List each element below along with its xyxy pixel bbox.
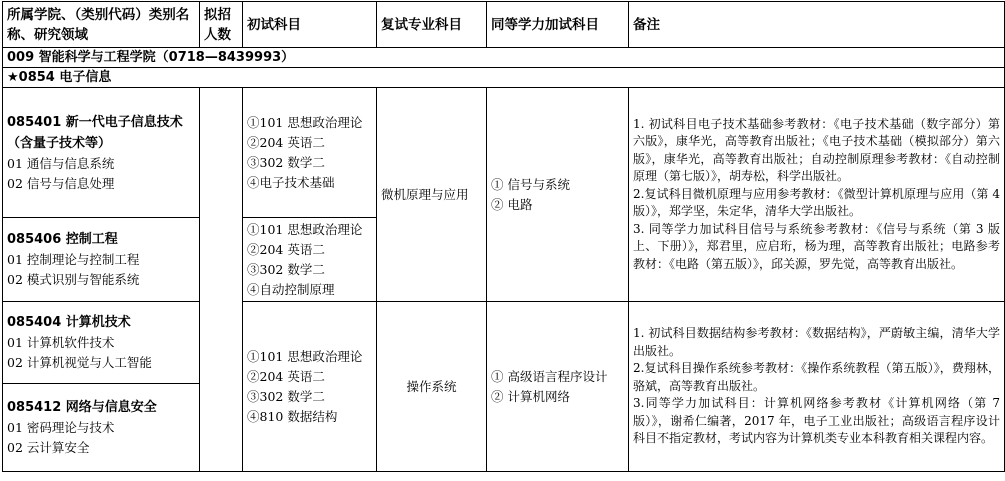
equiv-item: ① 高级语言程序设计 — [491, 368, 608, 384]
subject-item: ④电子技术基础 — [247, 174, 335, 190]
note-item: 2.复试科目微机原理与应用参考教材：《微型计算机原理与应用（第 4 版）》，郑学坚，朱定华，清华大学出版社。 — [633, 186, 1000, 219]
equiv-item: ② 电路 — [491, 196, 533, 212]
college-title: 009 智能科学与工程学院（0718—8439993） — [3, 48, 1005, 68]
field-direction: 01 通信与信息系统 — [7, 155, 115, 171]
field-direction: 02 信号与信息处理 — [7, 175, 115, 191]
field-cell — [3, 384, 200, 472]
subject-item: ①101 思想政治理论 — [247, 348, 363, 364]
equiv-cell — [487, 302, 629, 472]
subject-item: ④810 数据结构 — [247, 408, 338, 424]
admissions-table — [2, 1, 1005, 472]
subject-item: ②204 英语二 — [247, 134, 325, 150]
subject-item: ②204 英语二 — [247, 368, 325, 384]
initial-subjects-cell — [243, 302, 377, 472]
equiv-item: ② 计算机网络 — [491, 388, 570, 404]
note-item: 2.复试科目操作系统参考教材：《操作系统教程（第五版）》，费翔林，骆斌，高等教育出版社。 — [633, 361, 1000, 393]
initial-subjects-cell — [243, 218, 377, 302]
equiv-cell — [487, 88, 629, 302]
quota-cell — [200, 88, 243, 472]
field-direction: 01 密码理论与技术 — [7, 420, 115, 435]
field-title: 085401 新一代电子信息技术（含量子技术等） — [7, 114, 183, 151]
subject-item: ④自动控制原理 — [247, 281, 335, 297]
field-cell — [3, 302, 200, 384]
header-college: 所属学院、（类别代码）类别名称、研究领域 — [3, 2, 200, 48]
subject-item: ③302 数学二 — [247, 154, 325, 170]
initial-subjects-cell — [243, 88, 377, 218]
field-direction: 02 计算机视觉与人工智能 — [7, 355, 152, 370]
field-direction: 01 控制理论与控制工程 — [7, 252, 140, 267]
header-equiv: 同等学力加试科目 — [487, 2, 629, 48]
note-item: 3.同等学力加试科目：计算机网络参考教材《计算机网络（第 7 版）》，谢希仁编著，2017 年，电子工业出版社；高级语言程序设计科目不指定教材，考试内容为计算机类专业本科教育相关课程内容。 — [633, 396, 1000, 446]
header-quota: 拟招人数 — [200, 2, 243, 48]
field-title: 085404 计算机技术 — [7, 315, 131, 330]
header-notes: 备注 — [629, 2, 1005, 48]
notes-cell — [629, 302, 1005, 472]
field-direction: 02 云计算安全 — [7, 440, 90, 455]
header-initial: 初试科目 — [243, 2, 377, 48]
equiv-item: ① 信号与系统 — [491, 176, 570, 192]
notes-cell — [629, 88, 1005, 302]
field-title: 085406 控制工程 — [7, 232, 118, 247]
subject-item: ③302 数学二 — [247, 388, 325, 404]
table-row — [3, 88, 1005, 218]
field-direction: 01 计算机软件技术 — [7, 335, 115, 350]
retest-cell: 微机原理与应用 — [377, 88, 487, 302]
field-cell — [3, 218, 200, 302]
subject-item: ②204 英语二 — [247, 241, 325, 257]
subject-item: ①101 思想政治理论 — [247, 114, 363, 130]
header-retest: 复试专业科目 — [377, 2, 487, 48]
table-row — [3, 302, 1005, 384]
note-item: 1. 初试科目数据结构参考教材：《数据结构》，严蔚敏主编，清华大学出版社。 — [633, 326, 1000, 358]
field-title: 085412 网络与信息安全 — [7, 400, 157, 415]
field-cell — [3, 88, 200, 218]
note-item: 1. 初试科目电子技术基础参考教材：《电子技术基础（数字部分）第六版》，康华光，高等教育出版社；《电子技术基础（模拟部分）第六版》，康华光，高等教育出版社；自动控制原理参考教材：《自动控制原理（第七版）》，胡寿松，科学出版社。 — [633, 116, 1000, 184]
retest-cell: 操作系统 — [377, 302, 487, 472]
college-row — [3, 48, 1005, 68]
category-title: ★0854 电子信息 — [3, 68, 1005, 88]
subject-item: ③302 数学二 — [247, 261, 325, 277]
subject-item: ①101 思想政治理论 — [247, 221, 363, 237]
field-direction: 02 模式识别与智能系统 — [7, 272, 140, 287]
header-row — [3, 2, 1005, 48]
category-row — [3, 68, 1005, 88]
note-item: 3. 同等学力加试科目信号与系统参考教材：《信号与系统（第 3 版上、下册）》，郑君里，应启珩，杨为理，高等教育出版社；电路参考教材：《电路（第五版）》，邱关源，罗先觉，高等教育出版社。 — [633, 221, 1000, 271]
